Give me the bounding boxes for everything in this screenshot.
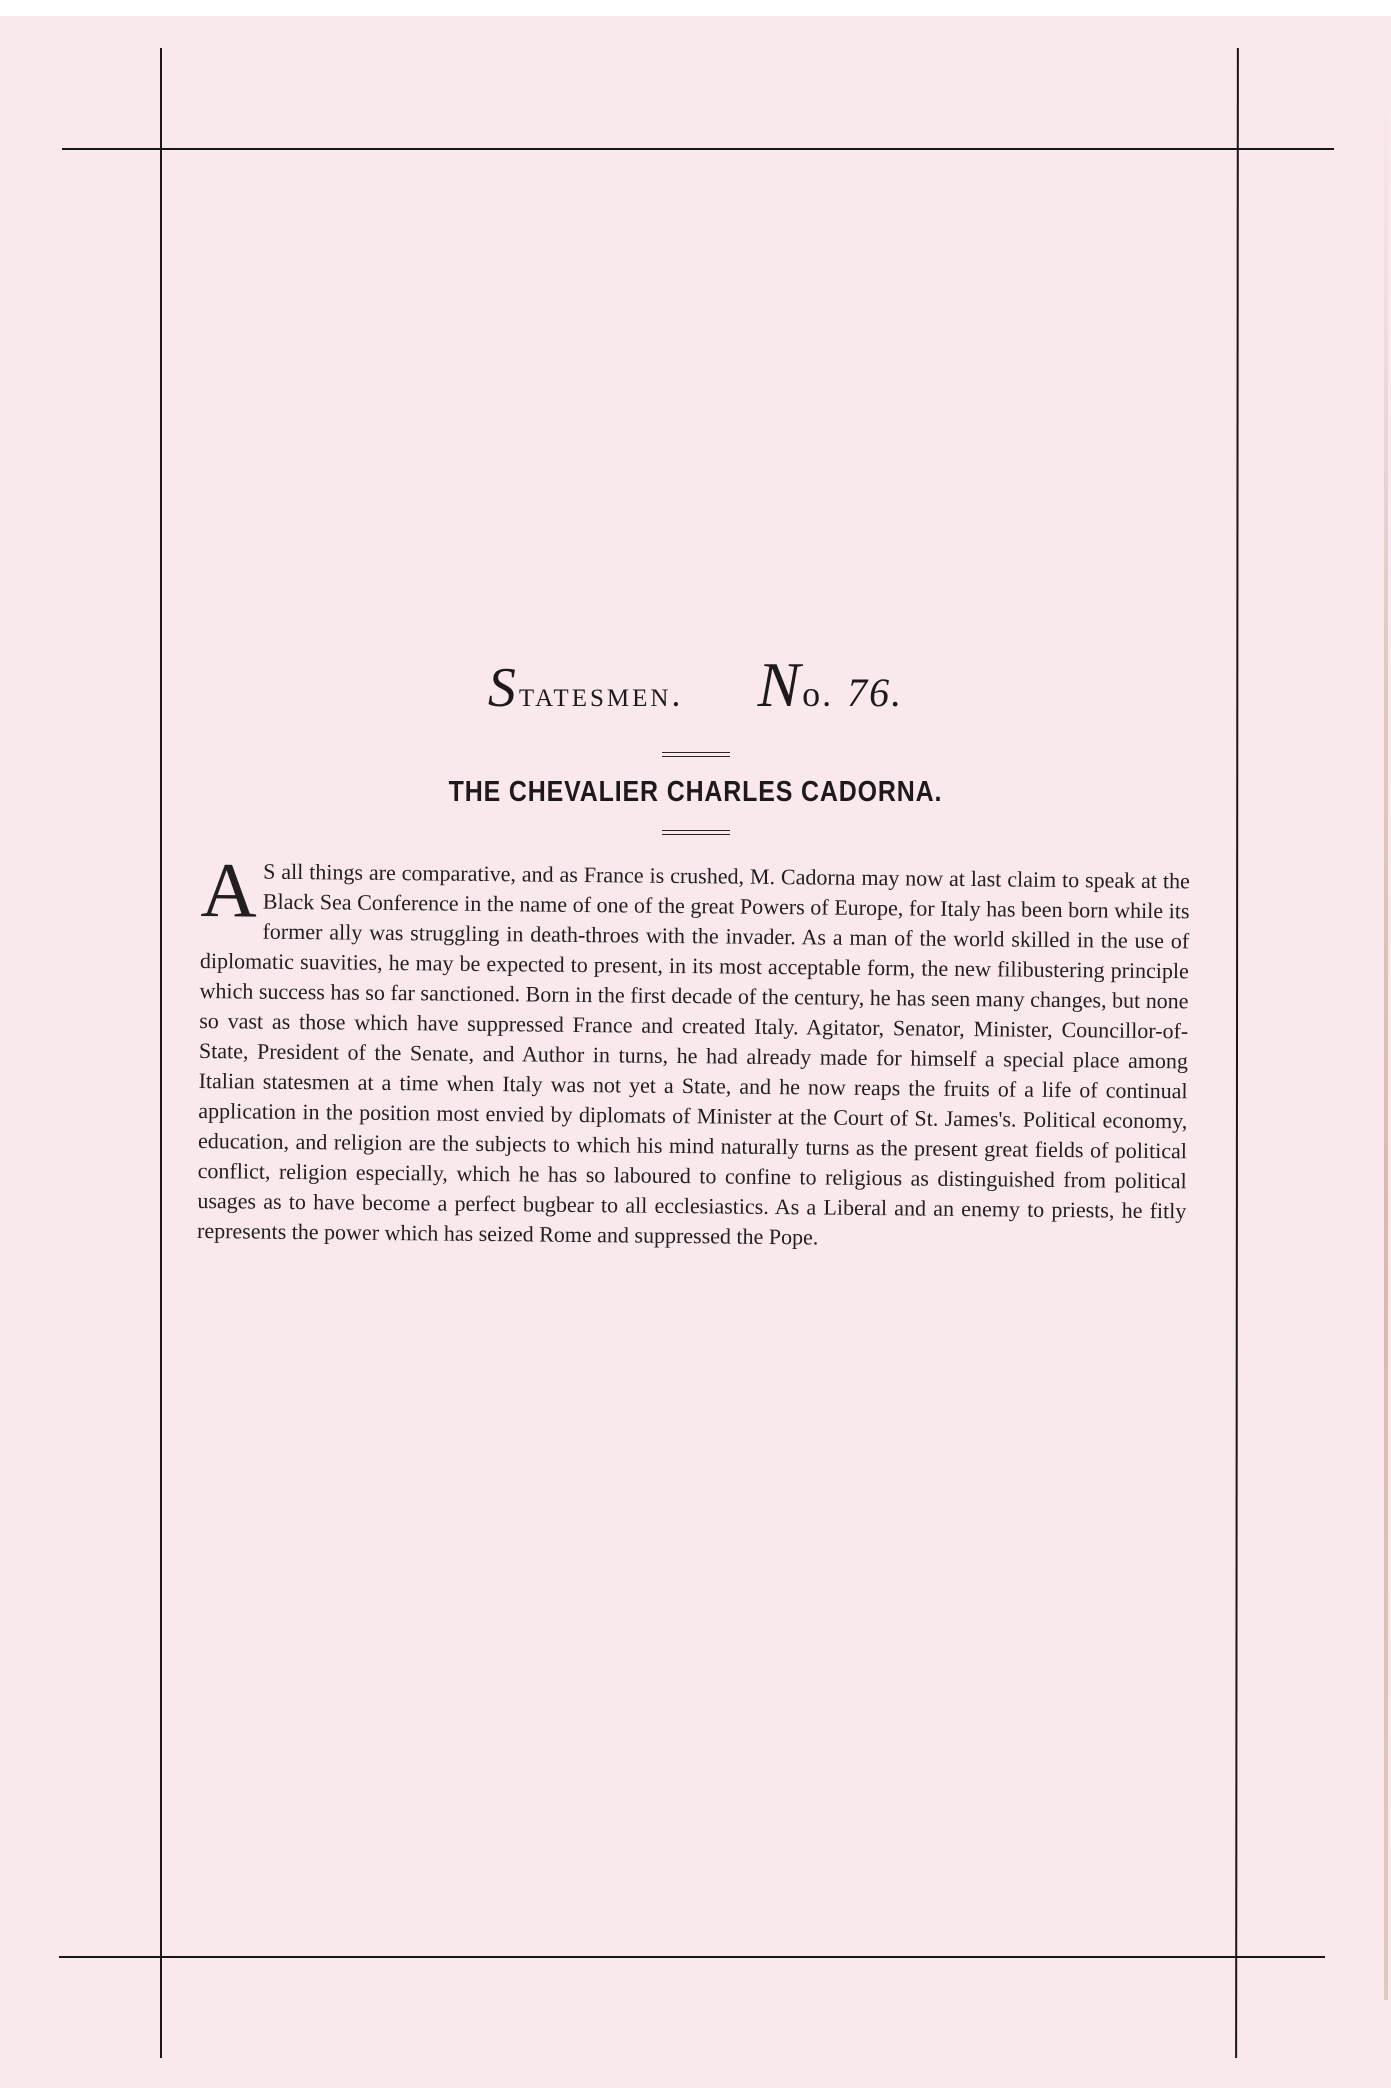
subject-heading: THE CHEVALIER CHARLES CADORNA.: [448, 776, 943, 808]
title-separator: [0, 752, 1391, 758]
paper-edge: [1384, 100, 1388, 2000]
series-title: Statesmen.: [487, 657, 684, 719]
subject-separator: [0, 830, 1391, 836]
drop-cap: A: [200, 846, 258, 934]
article-body: [196, 846, 1190, 1256]
frame-bottom-rule: [59, 1956, 1325, 1958]
article-text: S all things are comparative, and as France is crushed, M. Cadorna may now at last claim to speak at the Black Sea Conference in the name of one of the great Powers of Europe, for Italy has been born while its former ally was struggling in death-throes with the invader. As a man of the world skilled in the use of diplomatic suavities, he may be expected to present, in its most acceptable form, the new filibustering principle which success has so far sanctioned. Born in the first decade of the century, he has seen many changes, but none so vast as those which have suppressed France and created Italy. Agitator, Senator, Minister, Councillor-of-State, President of the Senate, and Author in turns, he had already made for himself a special place among Italian statesmen at a time when Italy was not yet a State, and he now reaps the fruits of a life of continual application in the position most envied by diplomats of Minister at the Court of St. James's. Political economy, education, and religion are the subjects to which his mind naturally turns as the present great fields of political conflict, religion especially, which he has so laboured to confine to religious as distinguished from political usages as to have become a perfect bugbear to all ecclesiastics. As a Liberal and an enemy to priests, he fitly represents the power which has seized Rome and suppressed the Pope.: [196, 858, 1190, 1250]
page-title: [0, 648, 1391, 738]
series-number: No. 76.: [757, 649, 904, 720]
frame-left-rule: [160, 48, 162, 2058]
frame-top-rule: [62, 148, 1334, 150]
